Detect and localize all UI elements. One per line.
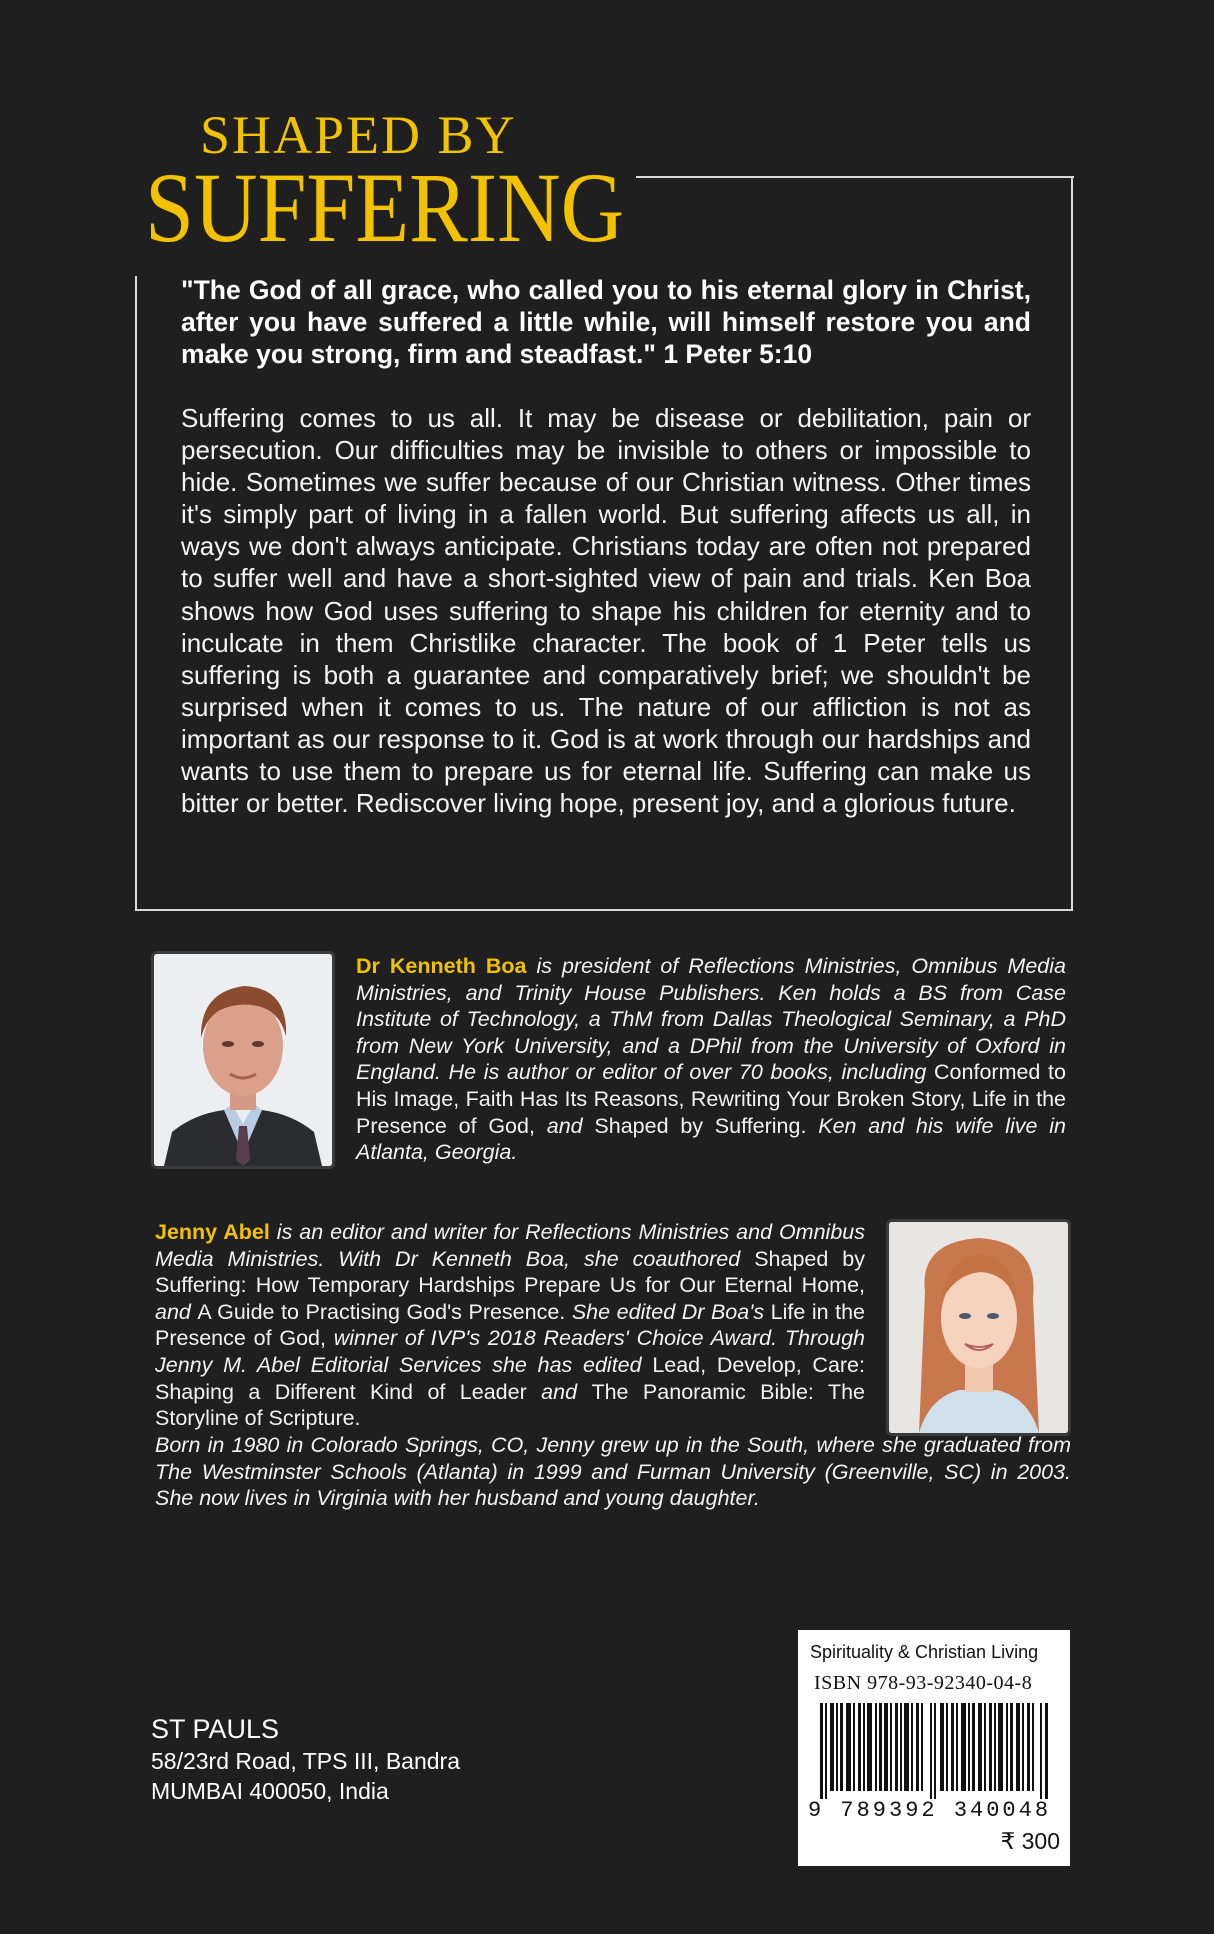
frame-border-top (636, 176, 1074, 178)
publisher-address-2: MUMBAI 400050, India (151, 1778, 389, 1804)
publisher-block (151, 1712, 460, 1806)
bio-text: is an editor and writer for Reflections Ministries and Omnibus Media Ministries. With Dr Kenneth Boa, she coauthored (155, 1220, 865, 1271)
book-title: The Panoramic Bible: The Storyline of Scripture. (155, 1379, 865, 1431)
author-photo-kenneth-boa (151, 951, 335, 1169)
frame-border-right (1071, 176, 1073, 911)
frame-border-bottom (135, 909, 1073, 911)
book-title: Shaped by Suffering. (594, 1113, 807, 1138)
publisher-address-1: 58/23rd Road, TPS III, Bandra (151, 1748, 460, 1774)
bio-text: winner of IVP's 2018 Readers' Choice Award. Through Jenny M. Abel Editorial Services she has edited (155, 1326, 865, 1377)
barcode-label (798, 1630, 1070, 1866)
bio-text: and (155, 1299, 198, 1324)
barcode-digits: 9 789392 340048 (808, 1798, 1052, 1823)
book-blurb: Suffering comes to us all. It may be disease or debilitation, pain or persecution. Our difficulties may be invisible to others or impossible to hide. Sometimes we suffer because of our Christian witness. Other times it's simply part of living in a fallen world. But suffering affects us all, in ways we don't always anticipate. Christians today are often not prepared to suffer well and have a short-sighted view of pain and trials. Ken Boa shows how God uses suffering to shape his children for eternity and to inculcate in them Christlike character. The book of 1 Peter tells us suffering is both a guarantee and comparatively brief; we shouldn't be surprised when it comes to us. The nature of our affliction is not as important as our response to it. God is at work through our hardships and wants to use them to prepare us for eternal life. Suffering can make us bitter or better. Rediscover living hope, present joy, and a glorious future. (181, 403, 1031, 819)
bio-paragraph (155, 1219, 865, 1432)
book-title: Life in the Presence of God, (155, 1299, 865, 1351)
author-photo-jenny-abel (886, 1219, 1071, 1436)
book-title: Lead, Develop, Care: Shaping a Different Kind of Leader (155, 1352, 865, 1404)
bio-text: and (526, 1379, 592, 1404)
book-category: Spirituality & Christian Living (810, 1642, 1039, 1662)
scripture-quote: "The God of all grace, who called you to his eternal glory in Christ, after you have suffered a little while, will himself restore you and make you strong, firm and steadfast." 1 Peter 5:10 (181, 275, 1031, 369)
bio-paragraph-continued: Born in 1980 in Colorado Springs, CO, Jenny grew up in the South, where she graduated from The Westminster Schools (Atlanta) in 1999 and Furman University (Greenville, SC) in 2003. She now lives in Virginia with her husband and young daughter. (155, 1433, 1071, 1511)
price-label: ₹ 300 (1000, 1828, 1060, 1854)
book-titles: Conformed to His Image, Faith Has Its Reasons, Rewriting Your Broken Story, Life in the Presence of God, (356, 1060, 1066, 1138)
barcode-icon (820, 1703, 1050, 1799)
publisher-name: ST PAULS (151, 1714, 280, 1744)
bio-text: is president of Reflections Ministries, Omnibus Media Ministries, and Trinity House Publishers. Ken holds a BS from Case Institute of Technology, a ThM from Dallas Theological Seminary, a PhD from New York University, and a DPhil from the University of Oxford in England. He is author or editor of over 70 books, including (356, 954, 1066, 1085)
bio-text: She edited Dr Boa's (565, 1299, 771, 1324)
bio-text: and (534, 1113, 595, 1138)
author-name-jenny-abel: Jenny Abel (155, 1220, 270, 1244)
book-title: Shaped by Suffering: How Temporary Hardships Prepare Us for Our Eternal Home, (155, 1246, 865, 1298)
frame-border-left (135, 276, 137, 911)
book-title: A Guide to Practising God's Presence. (197, 1299, 566, 1324)
bio-text: Ken and his wife live in Atlanta, Georgia. (356, 1113, 1066, 1165)
isbn-number: ISBN 978-93-92340-04-8 (814, 1672, 1033, 1694)
title-line-1: SHAPED BY (200, 105, 517, 165)
author-bio-kenneth-boa (356, 953, 1066, 1166)
author-name-kenneth-boa: Dr Kenneth Boa (356, 954, 527, 978)
woman-portrait-icon (889, 1222, 1068, 1433)
title-line-2: SUFFERING (145, 152, 625, 263)
man-portrait-icon (154, 954, 332, 1166)
